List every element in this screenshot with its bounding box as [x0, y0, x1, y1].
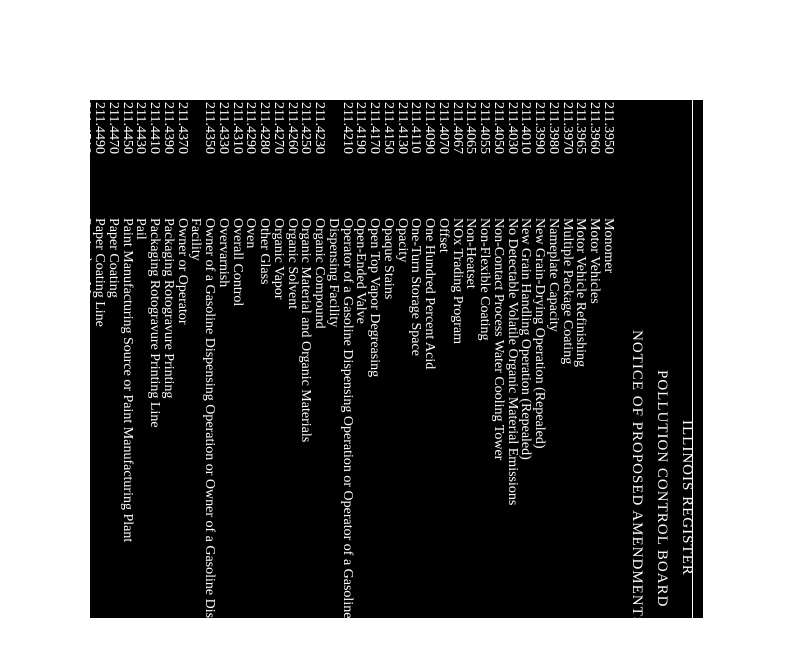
- definition-row: [588, 100, 602, 618]
- definition-row: [519, 100, 533, 618]
- definition-row: [574, 100, 588, 618]
- section-number: 211.4280: [257, 102, 273, 154]
- defined-term: Pail: [133, 218, 149, 240]
- defined-term: Overall Control: [229, 218, 245, 307]
- section-number: 211.4055: [477, 102, 493, 154]
- section-number: 211.3980: [546, 102, 561, 154]
- section-number: 211.4067: [449, 102, 465, 154]
- definition-row: [354, 100, 368, 618]
- section-number: 211.4030: [504, 102, 520, 154]
- definition-row: [313, 100, 327, 618]
- defined-term: Multiple Package Coating: [559, 218, 575, 365]
- defined-term: Oven: [243, 218, 259, 249]
- defined-term: Organic Vapor: [271, 218, 286, 300]
- definition-row: [216, 100, 230, 618]
- section-number: 211.4250: [298, 102, 314, 154]
- defined-term: One-Turn Storage Space: [408, 218, 424, 356]
- defined-term: Motor Vehicle Refinishing: [573, 218, 589, 368]
- defined-term: New Grain Handling Operation (Repealed): [518, 218, 534, 460]
- defined-term: Open Top Vapor Degreasing: [367, 218, 383, 378]
- register-title: ILLINOIS REGISTER: [679, 420, 695, 576]
- section-number: 211.4190: [353, 102, 369, 154]
- section-number: 211.4350: [202, 102, 218, 154]
- defined-term: Paper Coating: [106, 218, 121, 298]
- section-number: 211.4370: [174, 102, 190, 154]
- definition-row: [601, 100, 615, 618]
- notice-title: NOTICE OF PROPOSED AMENDMENTS: [629, 330, 645, 627]
- definition-row: [381, 100, 395, 618]
- defined-term: Organic Material and Organic Materials: [298, 218, 314, 443]
- definition-row: [106, 100, 120, 618]
- defined-term: Opaque Stains: [381, 218, 396, 300]
- defined-term: Organic Solvent: [284, 218, 300, 310]
- document-page: [78, 100, 703, 662]
- section-number: 211.4490: [92, 102, 108, 154]
- definition-row: [436, 100, 450, 618]
- defined-term: Dispensing Facility: [326, 218, 341, 328]
- section-number: 211.4310: [229, 102, 245, 154]
- section-number: 211.4510: [78, 102, 94, 154]
- defined-term: Packaging Rotogravure Printing: [161, 218, 176, 399]
- defined-term: Other Glass: [257, 218, 273, 285]
- definition-row: [491, 100, 505, 618]
- defined-term: Paint Manufacturing Source or Paint Manufacturing Plant: [119, 218, 135, 543]
- defined-term: Motor Vehicles: [587, 218, 603, 304]
- defined-term: Non-Heatset: [463, 218, 479, 289]
- definition-row: [285, 100, 299, 618]
- definition-row: [409, 100, 423, 618]
- definition-row: [120, 100, 134, 618]
- defined-term: New Grain-Drying Operation (Repealed): [532, 218, 548, 449]
- definitions-list: [78, 100, 616, 662]
- section-number: 211.4130: [394, 102, 410, 154]
- section-number: 211.4330: [216, 102, 231, 154]
- defined-term: Offset: [436, 218, 451, 253]
- section-number: 211.4150: [381, 102, 396, 154]
- defined-term: One Hundred Percent Acid: [422, 218, 438, 370]
- section-number: 211.3970: [559, 102, 575, 154]
- defined-term: Particulate Matter: [78, 218, 94, 319]
- definition-row: [258, 100, 272, 618]
- definition-row: [299, 100, 313, 618]
- defined-term: Operator of a Gasoline Dispensing Operation or Operator of a Gasoline: [339, 218, 355, 619]
- defined-term: Organic Compound: [312, 218, 328, 329]
- definition-row: [395, 100, 409, 618]
- section-number: 211.4470: [106, 102, 121, 154]
- defined-term: Owner of a Gasoline Dispensing Operation or Owner of a Gasoline Dispensing: [202, 218, 218, 662]
- section-number: 211.4450: [119, 102, 135, 154]
- section-number: 211.4260: [284, 102, 300, 154]
- defined-term: Monomer: [601, 218, 616, 274]
- definition-row: [175, 100, 189, 618]
- rotated-text-layer: [78, 100, 703, 662]
- definition-row: [93, 100, 107, 618]
- definition-row: [464, 100, 478, 618]
- defined-term: Non-Flexible Coating: [477, 218, 493, 341]
- section-number: 211.4270: [271, 102, 286, 154]
- definition-row: [244, 100, 258, 618]
- definition-row: [79, 100, 93, 618]
- section-number: 211.4090: [422, 102, 438, 154]
- defined-term: No Detectable Volatile Organic Material Emissions: [504, 218, 520, 506]
- section-number: 211.4065: [463, 102, 479, 154]
- section-number: 211.4210: [339, 102, 355, 154]
- section-number: 211.4070: [436, 102, 451, 154]
- definition-row: [368, 100, 382, 618]
- section-number: 211.4430: [133, 102, 149, 154]
- definition-row: [202, 100, 218, 662]
- defined-term: Facility: [188, 218, 204, 261]
- defined-term: Non-Contact Process Water Cooling Tower: [491, 218, 506, 461]
- definition-row: [148, 100, 162, 618]
- definition-row: [478, 100, 492, 618]
- definition-continuation-row: [326, 100, 340, 618]
- defined-term: Packaging Rotogravure Printing Line: [147, 218, 163, 428]
- section-number: 211.4050: [491, 102, 506, 154]
- definition-row: [230, 100, 244, 618]
- definition-row: [505, 100, 519, 618]
- definition-row: [533, 100, 547, 618]
- definition-row: [560, 100, 574, 618]
- board-title: POLLUTION CONTROL BOARD: [654, 370, 670, 608]
- definition-row: [546, 100, 560, 618]
- defined-term: Owner or Operator: [174, 218, 190, 325]
- section-number: 211.4110: [408, 102, 424, 154]
- defined-term: Opacity: [394, 218, 410, 263]
- definition-row: [271, 100, 285, 618]
- section-number: 211.3950: [601, 102, 616, 154]
- defined-term: Open-Ended Valve: [353, 218, 369, 324]
- definition-continuation-row: [189, 100, 203, 618]
- section-number: 211.4170: [367, 102, 383, 154]
- section-number: 211.4290: [243, 102, 259, 154]
- section-number: 211.4010: [518, 102, 534, 154]
- defined-term: Overvarnish: [216, 218, 231, 288]
- section-number: 211.3965: [573, 102, 589, 154]
- section-number: 211.3990: [532, 102, 548, 154]
- definition-row: [134, 100, 148, 618]
- defined-term: NOx Trading Program: [449, 218, 465, 345]
- section-number: 211.4390: [161, 102, 176, 154]
- section-number: 211.3960: [587, 102, 603, 154]
- section-number: 211.4410: [147, 102, 163, 154]
- defined-term: Paper Coating Line: [92, 218, 108, 327]
- section-number: 211.4230: [312, 102, 328, 154]
- definition-row: [340, 100, 354, 618]
- definition-row: [161, 100, 175, 618]
- definition-row: [450, 100, 464, 618]
- defined-term: Nameplate Capacity: [546, 218, 561, 332]
- definition-row: [423, 100, 437, 618]
